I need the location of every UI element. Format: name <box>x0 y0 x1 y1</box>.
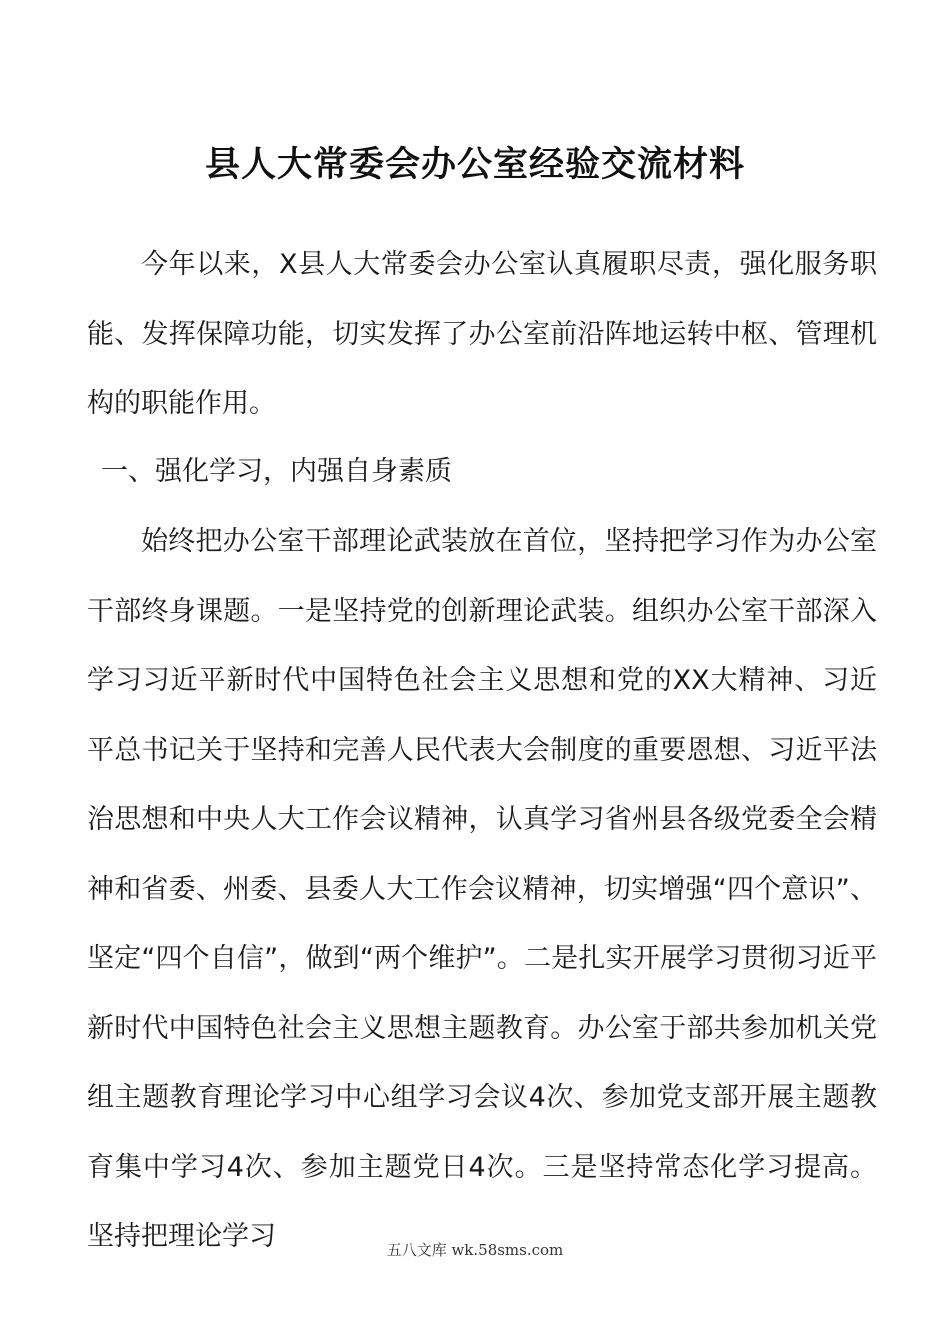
document-title: 县人大常委会办公室经验交流材料 <box>204 145 745 185</box>
intro-paragraph: 今年以来，X县人大常委会办公室认真履职尽责，强化服务职能、发挥保障功能，切实发挥了办公室前沿阵地运转中枢、管理机构的职能作用。 <box>87 249 877 419</box>
section-heading: 一、强化学习，内强自身素质 <box>101 456 452 487</box>
body-paragraph: 始终把办公室干部理论武装放在首位，坚持把学习作为办公室干部终身课题。一是坚持党的创新理论武装。组织办公室干部深入学习习近平新时代中国特色社会主义思想和党的XX大精神、习近平总书记关于坚持和完善人民代表大会制度的重要恩想、习近平法治思想和中央人大工作会议精神，认真学习省州县各级党委全会精神和省委、州委、县委人大工作会议精神，切实增强“四个意识”、坚定“四个自信”，做到“两个维护”。二是扎实开展学习贯彻习近平新时代中国特色社会主义思想主题教育。办公室于部共参加机关党组主题教育理论学习中心组学习会议4次、参加党支部开展主题教育集中学习4次、参加主题党日4次。三是坚持常态化学习提高。坚持把理论学习 <box>87 526 877 1252</box>
page-footer: 五八文库 wk.58sms.com <box>386 1241 564 1259</box>
